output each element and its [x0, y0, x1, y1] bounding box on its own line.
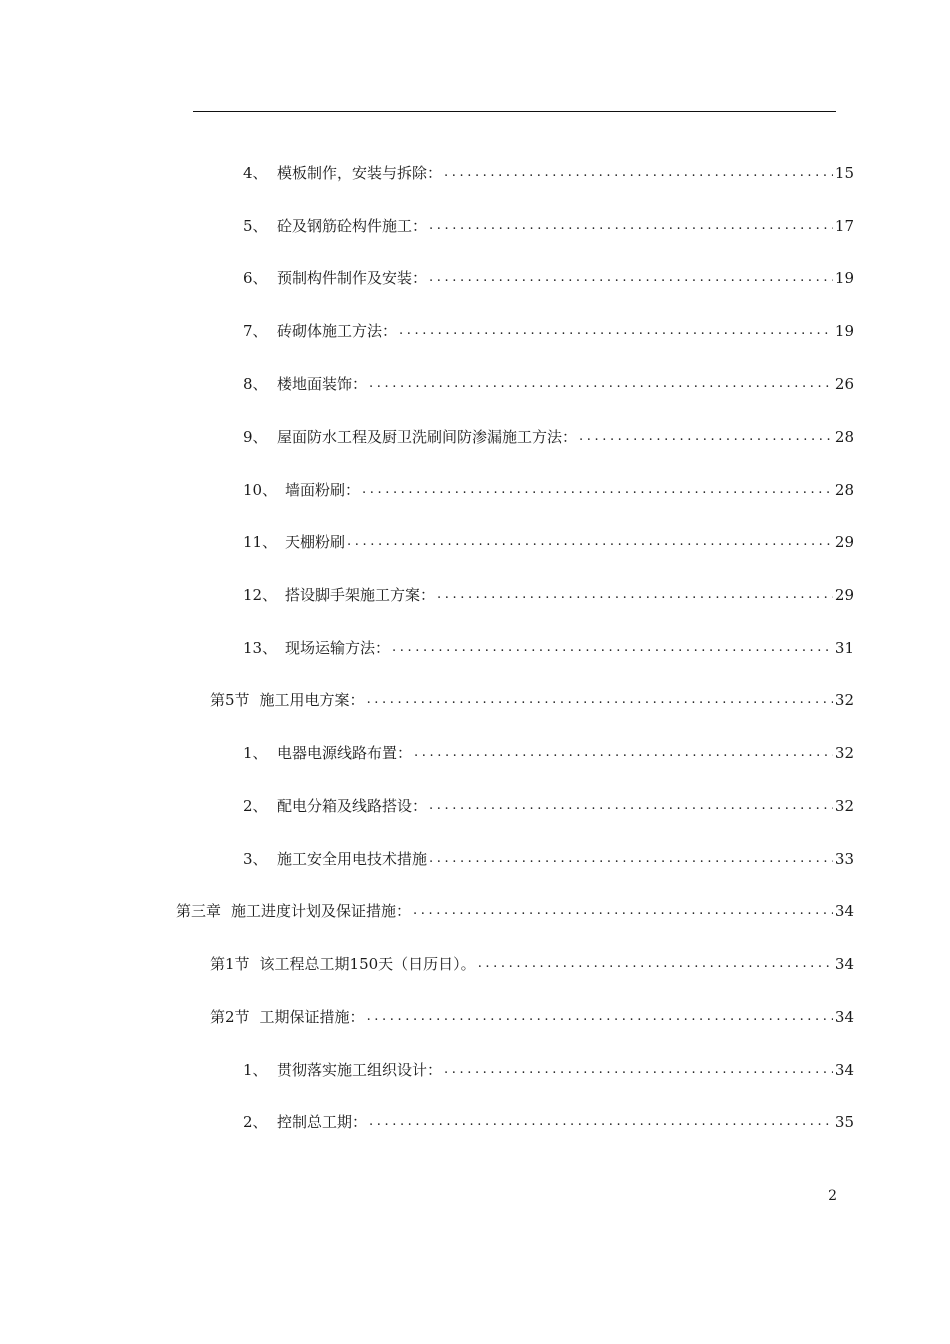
dot-leader	[362, 480, 833, 500]
toc-entry-title: 该工程总工期150天（日历日）。	[259, 955, 476, 973]
toc-entry-title: 模板制作，安装与拆除：	[277, 164, 443, 182]
toc-entry[interactable]	[243, 159, 854, 183]
toc-entry[interactable]	[243, 476, 854, 500]
dot-leader	[579, 427, 833, 447]
toc-entry-number: 第三章	[176, 902, 222, 920]
toc-entry[interactable]	[210, 1003, 854, 1027]
dot-leader	[414, 743, 833, 763]
toc-entry-title: 楼地面装饰：	[277, 375, 368, 393]
toc-entry-title: 预制构件制作及安装：	[277, 269, 428, 287]
toc-entry-number: 12、	[243, 586, 278, 604]
toc-entry[interactable]	[243, 845, 854, 869]
toc-entry-title: 控制总工期：	[277, 1113, 368, 1131]
dot-leader	[478, 954, 833, 974]
toc-entry[interactable]	[243, 634, 854, 658]
toc-entry[interactable]	[243, 264, 854, 288]
dot-leader	[369, 374, 833, 394]
toc-entry-page: 28	[834, 481, 854, 499]
toc-entry-number: 13、	[243, 639, 278, 657]
toc-entry-page: 15	[834, 164, 854, 182]
toc-entry[interactable]	[243, 370, 854, 394]
toc-entry-page: 34	[834, 955, 854, 973]
toc-entry[interactable]	[243, 1056, 854, 1080]
dot-leader	[347, 532, 833, 552]
toc-entry-number: 10、	[243, 481, 278, 499]
toc-entry-number: 6、	[243, 269, 268, 287]
toc-entry-title: 墙面粉刷：	[285, 481, 361, 499]
toc-entry-title: 砖砌体施工方法：	[277, 322, 398, 340]
dot-leader	[444, 1060, 833, 1080]
toc-entry-number: 2、	[243, 797, 268, 815]
dot-leader	[444, 163, 833, 183]
dot-leader	[429, 216, 833, 236]
toc-entry[interactable]	[243, 1108, 854, 1132]
toc-entry-page: 35	[834, 1113, 854, 1131]
toc-entry-page: 33	[834, 850, 854, 868]
toc-entry[interactable]	[243, 528, 854, 552]
dot-leader	[429, 268, 833, 288]
toc-entry-number: 第1节	[210, 955, 250, 973]
toc-entry-title: 贯彻落实施工组织设计：	[277, 1061, 443, 1079]
toc-entry-page: 34	[834, 1008, 854, 1026]
toc-entry-title: 施工安全用电技术措施	[277, 850, 428, 868]
dot-leader	[369, 1112, 833, 1132]
toc-entry[interactable]	[176, 897, 854, 921]
dot-leader	[367, 690, 833, 710]
dot-leader	[429, 849, 833, 869]
toc-entry-number: 4、	[243, 164, 268, 182]
toc-entry-title: 电器电源线路布置：	[277, 744, 413, 762]
toc-entry-number: 9、	[243, 428, 268, 446]
dot-leader	[399, 321, 833, 341]
toc-entry-page: 28	[834, 428, 854, 446]
toc-entry-title: 天棚粉刷	[285, 533, 346, 551]
dot-leader	[437, 585, 833, 605]
toc-entry-title: 配电分箱及线路搭设：	[277, 797, 428, 815]
dot-leader	[413, 901, 833, 921]
toc-entry[interactable]	[243, 739, 854, 763]
toc-entry-number: 1、	[243, 744, 268, 762]
toc-entry-page: 31	[834, 639, 854, 657]
toc-entry-page: 19	[834, 322, 854, 340]
toc-entry[interactable]	[210, 686, 854, 710]
toc-entry-page: 34	[834, 902, 854, 920]
toc-entry-title: 屋面防水工程及厨卫洗刷间防渗漏施工方法：	[277, 428, 578, 446]
toc-entry-title: 工期保证措施：	[259, 1008, 365, 1026]
toc-entry[interactable]	[243, 317, 854, 341]
toc-entry-number: 1、	[243, 1061, 268, 1079]
toc-entry-title: 施工用电方案：	[259, 691, 365, 709]
toc-entry-number: 8、	[243, 375, 268, 393]
toc-entry-number: 3、	[243, 850, 268, 868]
toc-entry[interactable]	[243, 423, 854, 447]
toc-entry[interactable]	[243, 581, 854, 605]
toc-entry-number: 5、	[243, 217, 268, 235]
toc-entry-number: 11、	[243, 533, 278, 551]
toc-entry-number: 第2节	[210, 1008, 250, 1026]
toc-entry-page: 32	[834, 744, 854, 762]
toc-entry-number: 2、	[243, 1113, 268, 1131]
toc-entry-title: 施工进度计划及保证措施：	[231, 902, 412, 920]
toc-entry-page: 29	[834, 586, 854, 604]
toc-entry-title: 现场运输方法：	[285, 639, 391, 657]
dot-leader	[429, 796, 833, 816]
toc-entry-page: 32	[834, 691, 854, 709]
toc-entry-number: 第5节	[210, 691, 250, 709]
toc-entry[interactable]	[243, 792, 854, 816]
page-number: 2	[828, 1188, 837, 1204]
toc-entry-title: 搭设脚手架施工方案：	[285, 586, 436, 604]
toc-entry-page: 19	[834, 269, 854, 287]
toc-entry-page: 34	[834, 1061, 854, 1079]
toc-entry-page: 29	[834, 533, 854, 551]
toc-entry-page: 17	[834, 217, 854, 235]
toc-entry-page: 32	[834, 797, 854, 815]
toc-entry[interactable]	[210, 950, 854, 974]
header-rule	[193, 111, 836, 112]
toc-entry[interactable]	[243, 212, 854, 236]
toc-entry-page: 26	[834, 375, 854, 393]
toc-entry-title: 砼及钢筋砼构件施工：	[277, 217, 428, 235]
dot-leader	[392, 638, 833, 658]
dot-leader	[367, 1007, 833, 1027]
toc-entry-number: 7、	[243, 322, 268, 340]
